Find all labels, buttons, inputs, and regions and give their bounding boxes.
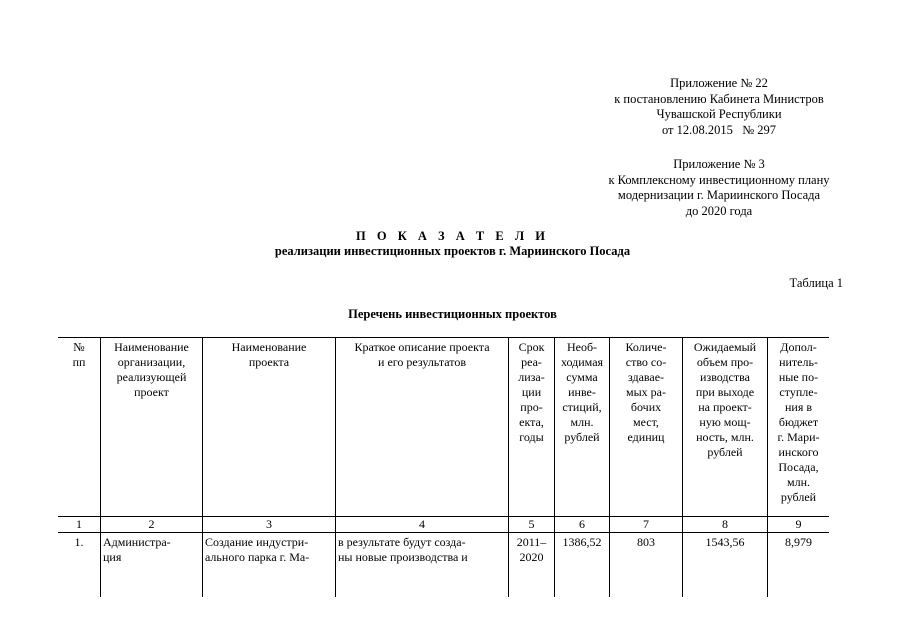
cell-text: ны новые производства и	[338, 550, 468, 564]
header-text: мых ра-	[626, 385, 666, 399]
cell-text: ция	[103, 550, 122, 564]
column-number: 9	[768, 517, 830, 533]
column-number: 2	[101, 517, 203, 533]
header-text: Наименование	[114, 340, 189, 354]
header-text: проекта	[248, 355, 290, 369]
header-text: пп	[72, 355, 86, 369]
column-number: 3	[203, 517, 336, 533]
header-text: про-	[520, 400, 543, 414]
header-text: проект	[134, 385, 169, 399]
header-text: Срок	[518, 340, 545, 354]
header-text: и его результатов	[378, 355, 466, 369]
column-number: 5	[509, 517, 555, 533]
cell-text: Создание индустри-	[205, 535, 309, 549]
header-text: единиц	[627, 430, 665, 444]
header-text: ции	[521, 385, 542, 399]
cell-term	[509, 533, 555, 598]
header-text: ступле-	[779, 385, 818, 399]
header-text: бочих	[630, 400, 662, 414]
header-text: рублей	[780, 490, 817, 504]
cell-investment: 1386,52	[555, 533, 610, 598]
header-text: организации,	[117, 355, 186, 369]
column-number-row	[58, 517, 829, 533]
list-title: Перечень инвестиционных проектов	[348, 307, 557, 321]
column-number: 6	[555, 517, 610, 533]
column-number: 1	[58, 517, 101, 533]
header-text: инве-	[568, 385, 596, 399]
cell-text: 2011–	[516, 535, 547, 549]
header-text: стиций,	[562, 400, 602, 414]
cell-text: Администра-	[103, 535, 171, 549]
table-header-row	[58, 338, 829, 517]
appendix-main-line: к постановлению Кабинета Министров	[614, 91, 824, 106]
header-text: Необ-	[566, 340, 598, 354]
header-text: объем про-	[696, 355, 754, 369]
header-cell-output	[683, 338, 768, 517]
cell-project	[203, 533, 336, 598]
cell-text: 2020	[519, 550, 544, 564]
header-cell-jobs	[610, 338, 683, 517]
header-text: Ожидаемый	[693, 340, 757, 354]
cell-org	[101, 533, 203, 598]
appendix-main-line: от 12.08.2015 № 297	[661, 122, 777, 137]
appendix-sub-block	[560, 157, 878, 219]
header-text: сумма	[566, 370, 598, 384]
appendix-sub-line: к Комплексному инвестиционному плану	[608, 172, 830, 187]
document-subheading: реализации инвестиционных проектов г. Мариинского Посада	[274, 244, 631, 258]
cell-text: ального парка г. Ма-	[205, 550, 310, 564]
header-text: здавае-	[627, 370, 665, 384]
header-text: Допол-	[780, 340, 817, 354]
document-heading: П О К А З А Т Е Л И	[356, 229, 549, 243]
header-text: ство со-	[625, 355, 667, 369]
appendix-sub-line: Приложение № 3	[673, 157, 765, 171]
header-text: нитель-	[779, 355, 818, 369]
projects-table	[58, 337, 829, 597]
header-cell-investment	[555, 338, 610, 517]
header-text: ходимая	[560, 355, 604, 369]
cell-jobs: 803	[610, 533, 683, 598]
cell-description	[336, 533, 509, 598]
cell-num: 1.	[58, 533, 101, 598]
header-cell-term	[509, 338, 555, 517]
header-text: рублей	[707, 445, 743, 459]
table-row	[58, 533, 829, 598]
header-text: ную мощ-	[699, 415, 751, 429]
header-text: ния в	[784, 400, 813, 414]
column-number: 8	[683, 517, 768, 533]
header-text: Краткое описание проекта	[354, 340, 490, 354]
appendix-sub-line: до 2020 года	[685, 203, 753, 218]
header-text: на проект-	[698, 400, 752, 414]
header-cell-num	[58, 338, 101, 517]
column-number: 4	[336, 517, 509, 533]
header-text: годы	[519, 430, 544, 444]
header-text: екта,	[519, 415, 544, 429]
cell-output: 1543,56	[683, 533, 768, 598]
header-cell-project	[203, 338, 336, 517]
header-text: изводства	[700, 370, 750, 384]
appendix-main-line: Приложение № 22	[670, 76, 768, 90]
table-label: Таблица 1	[789, 276, 843, 290]
header-text: при выходе	[695, 385, 755, 399]
header-text: реализующей	[116, 370, 187, 384]
column-number: 7	[610, 517, 683, 533]
header-cell-org	[101, 338, 203, 517]
header-text: млн.	[570, 415, 594, 429]
header-text: ные по-	[778, 370, 819, 384]
header-text: Наименование	[231, 340, 307, 354]
appendix-main-block	[560, 76, 878, 138]
header-cell-budget	[768, 338, 830, 517]
header-cell-description	[336, 338, 509, 517]
header-text: Посада,	[778, 460, 819, 474]
header-text: млн.	[786, 475, 810, 489]
cell-budget: 8,979	[768, 533, 830, 598]
header-text: инского	[778, 445, 819, 459]
header-text: рублей	[564, 430, 600, 444]
header-text: бюджет	[778, 415, 819, 429]
header-text: лиза-	[518, 370, 545, 384]
header-text: ность, млн.	[696, 430, 754, 444]
cell-text: в результате будут созда-	[338, 535, 466, 549]
appendix-main-line: Чувашской Республики	[656, 107, 782, 121]
header-text: №	[73, 340, 85, 354]
appendix-sub-line: модернизации г. Мариинского Посада	[617, 188, 821, 202]
header-text: Количе-	[625, 340, 667, 354]
header-text: г. Мари-	[777, 430, 820, 444]
header-text: мест,	[633, 415, 659, 429]
header-text: реа-	[521, 355, 542, 369]
